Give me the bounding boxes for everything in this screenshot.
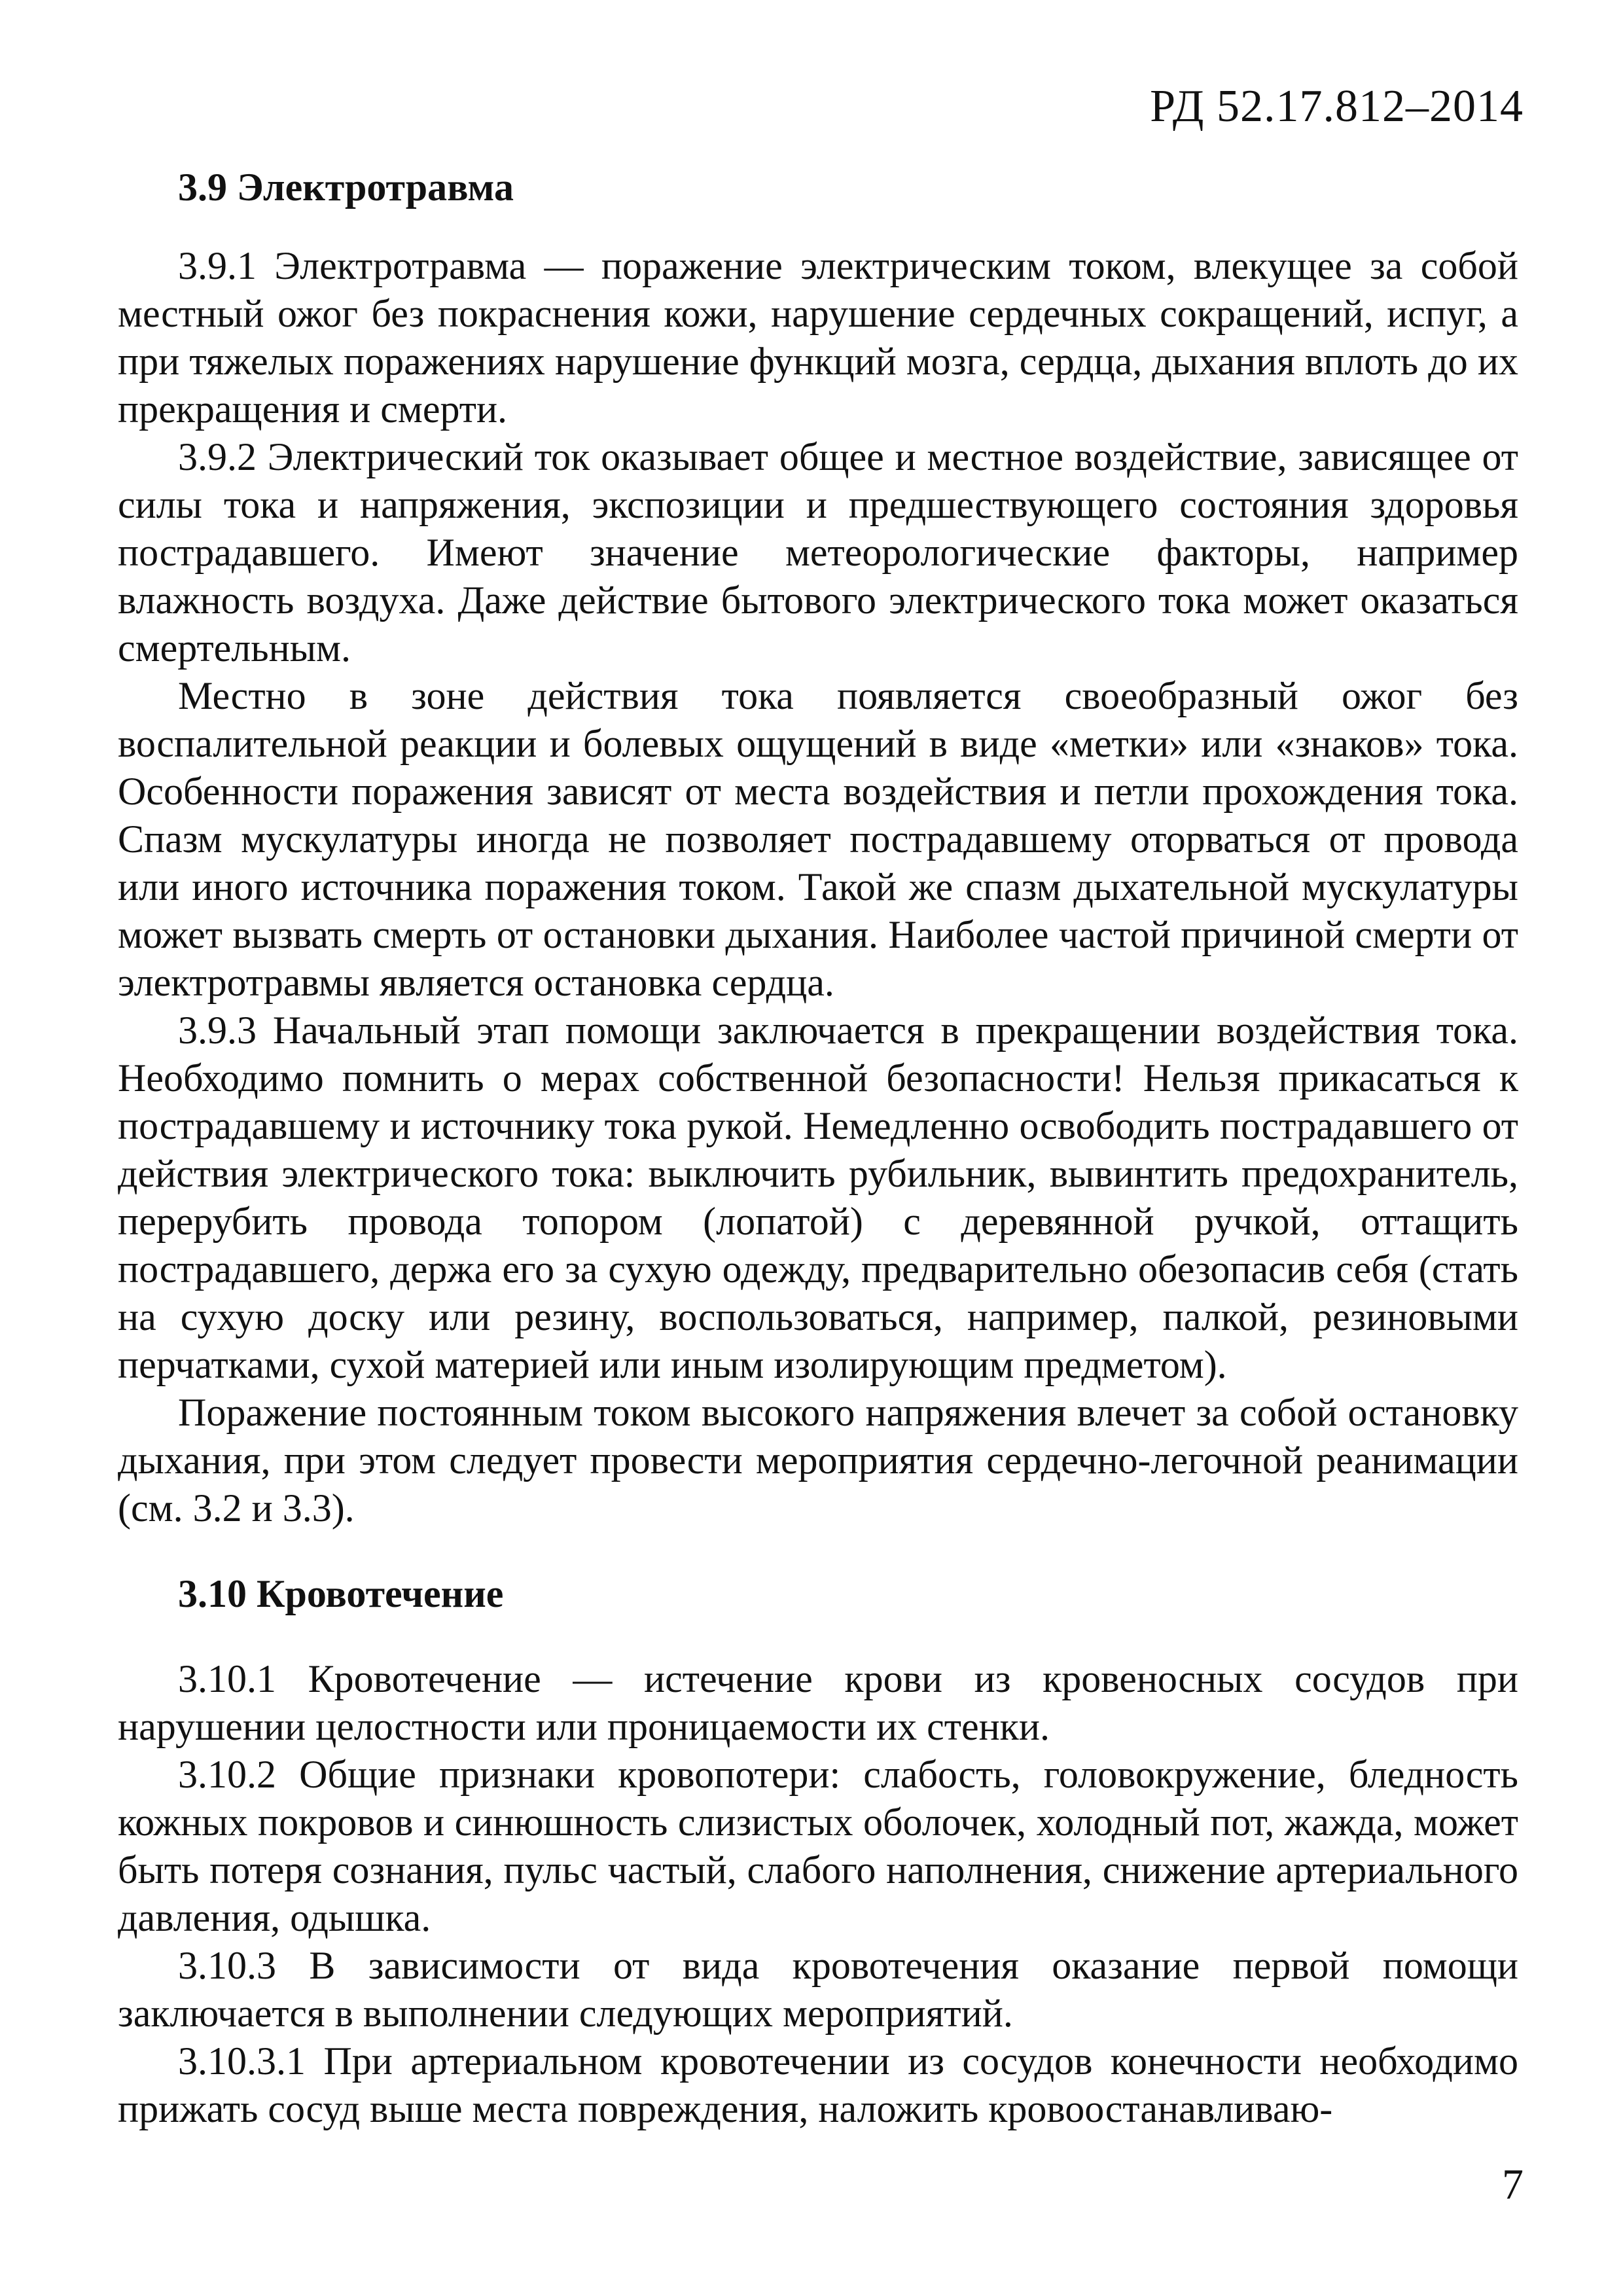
paragraph: 3.9.3 Начальный этап помощи заключается в прекращении воздействия тока. Необходимо помнить о мерах собственной безопасности! Нельзя прикасаться к пострадавшему и источнику тока рукой. Немедленно освободить пострадавшего от действия электрического тока: выключить рубильник, вывинтить предохранитель, перерубить провода топором (лопатой) с деревянной ручкой, оттащить пострадавшего, держа его за сухую одежду, предварительно обезопасив себя (стать на сухую доску или резину, воспользоваться, например, палкой, резиновыми перчатками, сухой материей или иным изолирующим предметом). xyxy=(118,1009,1518,1386)
paragraph: Местно в зоне действия тока появляется своеобразный ожог без воспалительной реакции и болевых ощущений в виде «метки» или «знаков» тока. Особенности поражения зависят от места воздействия и петли прохождения тока. Спазм мускулатуры иногда не позволяет пострадавшему оторваться от провода или иного источника поражения током. Такой же спазм дыхательной мускулатуры может вызвать смерть от остановки дыхания. Наиболее частой причиной смерти от электротравмы является остановка сердца. xyxy=(118,674,1518,1004)
page-number: 7 xyxy=(1502,2161,1524,2208)
paragraph: 3.9.2 Электрический ток оказывает общее и местное воздействие, зависящее от силы тока и напряжения, экспозиции и предшествующего состояния здоровья пострадавшего. Имеют значение метеорологические факторы, например влажность воздуха. Даже действие бытового электрического тока может оказаться смертельным. xyxy=(118,435,1518,670)
paragraph: 3.10.2 Общие признаки кровопотери: слабость, головокружение, бледность кожных покровов и синюшность слизистых оболочек, холодный пот, жажда, может быть потеря сознания, пульс частый, слабого наполнения, снижение артериального давления, одышка. xyxy=(118,1753,1518,1939)
section-heading: 3.9 Электротравма xyxy=(178,166,514,209)
section-heading: 3.10 Кровотечение xyxy=(178,1572,504,1615)
paragraph: 3.10.3.1 При артериальном кровотечении из сосудов конечности необходимо прижать сосуд выше места повреждения, наложить кровоостанавливаю- xyxy=(118,2039,1518,2130)
section-bleeding xyxy=(118,1570,1518,2133)
document-body xyxy=(118,164,1518,2133)
section-electrotrauma xyxy=(118,164,1518,1532)
paragraph: 3.10.3 В зависимости от вида кровотечения оказание первой помощи заключается в выполнении следующих мероприятий. xyxy=(118,1944,1518,2035)
paragraph: Поражение постоянным током высокого напряжения влечет за собой остановку дыхания, при этом следует провести мероприятия сердечно-легочной реанимации (см. 3.2 и 3.3). xyxy=(118,1391,1518,1530)
paragraph: 3.9.1 Электротравма — поражение электрическим током, влекущее за собой местный ожог без покраснения кожи, нарушение сердечных сокращений, испуг, а при тяжелых поражениях нарушение функций мозга, сердца, дыхания вплоть до их прекращения и смерти. xyxy=(118,244,1518,431)
document-code: РД 52.17.812–2014 xyxy=(1150,81,1524,132)
paragraph: 3.10.1 Кровотечение — истечение крови из кровеносных сосудов при нарушении целостности или проницаемости их стенки. xyxy=(118,1657,1518,1748)
